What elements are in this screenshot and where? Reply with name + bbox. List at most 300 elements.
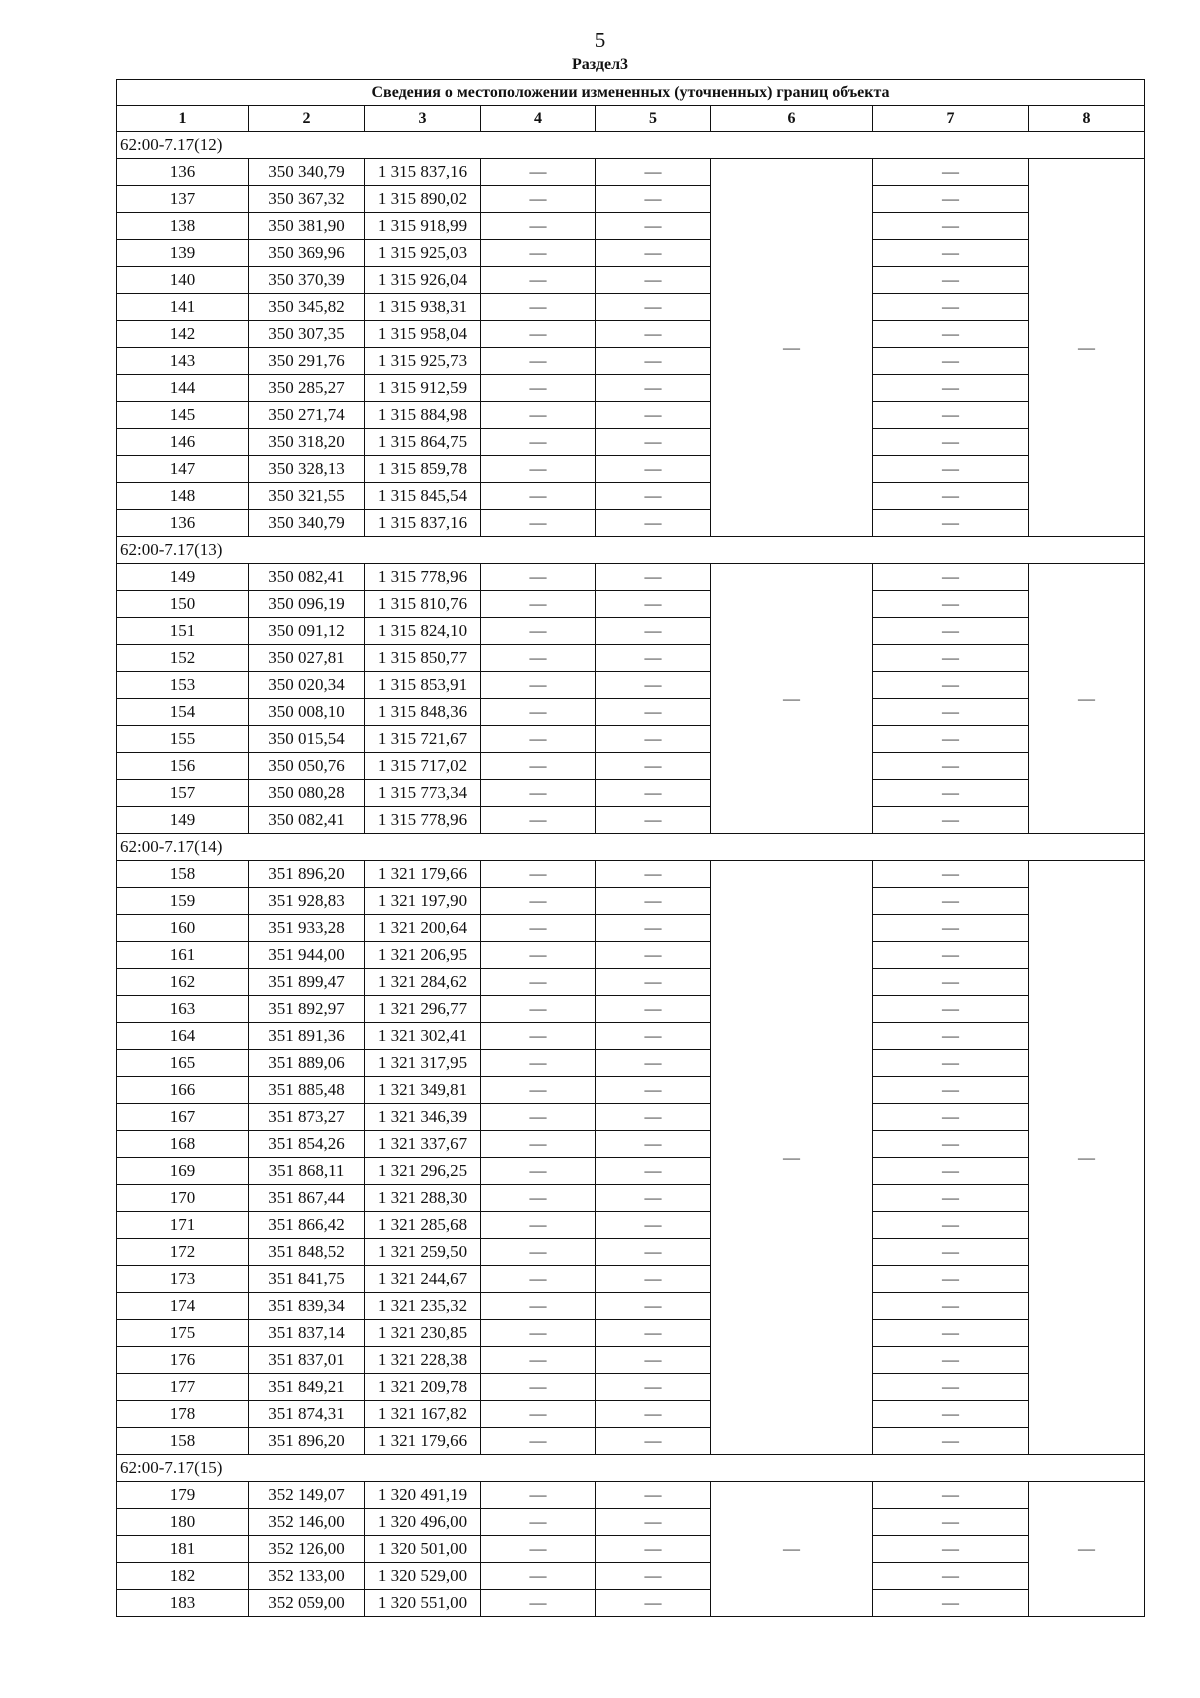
- column-5-cell: —: [596, 564, 711, 591]
- x-coordinate-cell: 351 891,36: [249, 1023, 365, 1050]
- y-coordinate-cell: 1 321 284,62: [365, 969, 481, 996]
- y-coordinate-cell: 1 315 778,96: [365, 807, 481, 834]
- column-5-cell: —: [596, 1104, 711, 1131]
- column-5-cell: —: [596, 510, 711, 537]
- table-row: [117, 1077, 1145, 1104]
- table-row: [117, 807, 1145, 834]
- column-5-cell: —: [596, 861, 711, 888]
- column-4-cell: —: [481, 1482, 596, 1509]
- column-7-cell: —: [873, 591, 1029, 618]
- column-header: 6: [711, 106, 873, 132]
- point-number-cell: 151: [117, 618, 249, 645]
- column-7-cell: —: [873, 780, 1029, 807]
- y-coordinate-cell: 1 315 925,73: [365, 348, 481, 375]
- table-title-row: [117, 80, 1145, 106]
- column-4-cell: —: [481, 1023, 596, 1050]
- column-4-cell: —: [481, 888, 596, 915]
- table-row: [117, 267, 1145, 294]
- table-row: [117, 1347, 1145, 1374]
- column-8-merged-cell: —: [1029, 159, 1145, 537]
- y-coordinate-cell: 1 315 926,04: [365, 267, 481, 294]
- column-5-cell: —: [596, 1293, 711, 1320]
- x-coordinate-cell: 351 896,20: [249, 1428, 365, 1455]
- point-number-cell: 153: [117, 672, 249, 699]
- y-coordinate-cell: 1 321 206,95: [365, 942, 481, 969]
- column-4-cell: —: [481, 1185, 596, 1212]
- column-5-cell: —: [596, 726, 711, 753]
- table-row: [117, 1266, 1145, 1293]
- x-coordinate-cell: 350 328,13: [249, 456, 365, 483]
- x-coordinate-cell: 350 080,28: [249, 780, 365, 807]
- y-coordinate-cell: 1 315 890,02: [365, 186, 481, 213]
- x-coordinate-cell: 350 050,76: [249, 753, 365, 780]
- y-coordinate-cell: 1 321 179,66: [365, 861, 481, 888]
- table-row: [117, 294, 1145, 321]
- column-5-cell: —: [596, 348, 711, 375]
- table-row: [117, 1320, 1145, 1347]
- column-5-cell: —: [596, 1590, 711, 1617]
- column-5-cell: —: [596, 699, 711, 726]
- point-number-cell: 178: [117, 1401, 249, 1428]
- y-coordinate-cell: 1 315 837,16: [365, 510, 481, 537]
- column-5-cell: —: [596, 1023, 711, 1050]
- column-7-cell: —: [873, 186, 1029, 213]
- point-number-cell: 144: [117, 375, 249, 402]
- x-coordinate-cell: 351 874,31: [249, 1401, 365, 1428]
- point-number-cell: 162: [117, 969, 249, 996]
- column-5-cell: —: [596, 402, 711, 429]
- y-coordinate-cell: 1 321 167,82: [365, 1401, 481, 1428]
- column-7-cell: —: [873, 861, 1029, 888]
- column-4-cell: —: [481, 1266, 596, 1293]
- column-4-cell: —: [481, 1536, 596, 1563]
- column-7-cell: —: [873, 1266, 1029, 1293]
- column-4-cell: —: [481, 1347, 596, 1374]
- column-7-cell: —: [873, 1077, 1029, 1104]
- x-coordinate-cell: 350 321,55: [249, 483, 365, 510]
- column-6-merged-cell: —: [711, 861, 873, 1455]
- table-row: [117, 1023, 1145, 1050]
- column-5-cell: —: [596, 591, 711, 618]
- table-row: [117, 1401, 1145, 1428]
- table-row: [117, 1590, 1145, 1617]
- y-coordinate-cell: 1 321 244,67: [365, 1266, 481, 1293]
- point-number-cell: 168: [117, 1131, 249, 1158]
- column-4-cell: —: [481, 267, 596, 294]
- column-7-cell: —: [873, 618, 1029, 645]
- x-coordinate-cell: 351 866,42: [249, 1212, 365, 1239]
- point-number-cell: 143: [117, 348, 249, 375]
- column-5-cell: —: [596, 888, 711, 915]
- column-7-cell: —: [873, 456, 1029, 483]
- y-coordinate-cell: 1 321 302,41: [365, 1023, 481, 1050]
- table-row: [117, 1239, 1145, 1266]
- y-coordinate-cell: 1 315 859,78: [365, 456, 481, 483]
- point-number-cell: 147: [117, 456, 249, 483]
- x-coordinate-cell: 351 885,48: [249, 1077, 365, 1104]
- table-row: [117, 969, 1145, 996]
- y-coordinate-cell: 1 321 179,66: [365, 1428, 481, 1455]
- point-number-cell: 149: [117, 564, 249, 591]
- column-7-cell: —: [873, 240, 1029, 267]
- y-coordinate-cell: 1 315 845,54: [365, 483, 481, 510]
- x-coordinate-cell: 351 944,00: [249, 942, 365, 969]
- column-4-cell: —: [481, 969, 596, 996]
- x-coordinate-cell: 351 868,11: [249, 1158, 365, 1185]
- column-7-cell: —: [873, 1131, 1029, 1158]
- column-4-cell: —: [481, 1563, 596, 1590]
- x-coordinate-cell: 350 340,79: [249, 510, 365, 537]
- column-4-cell: —: [481, 1428, 596, 1455]
- column-8-merged-cell: —: [1029, 564, 1145, 834]
- point-number-cell: 176: [117, 1347, 249, 1374]
- column-4-cell: —: [481, 159, 596, 186]
- x-coordinate-cell: 350 340,79: [249, 159, 365, 186]
- column-header: 4: [481, 106, 596, 132]
- table-row: [117, 726, 1145, 753]
- column-8-merged-cell: —: [1029, 1482, 1145, 1617]
- x-coordinate-cell: 352 133,00: [249, 1563, 365, 1590]
- column-5-cell: —: [596, 1536, 711, 1563]
- y-coordinate-cell: 1 321 296,77: [365, 996, 481, 1023]
- x-coordinate-cell: 351 896,20: [249, 861, 365, 888]
- column-header: 5: [596, 106, 711, 132]
- point-number-cell: 182: [117, 1563, 249, 1590]
- column-7-cell: —: [873, 402, 1029, 429]
- column-4-cell: —: [481, 1158, 596, 1185]
- parcel-group-label: 62:00-7.17(15): [117, 1455, 1145, 1482]
- column-6-merged-cell: —: [711, 159, 873, 537]
- section-title: Раздел3: [571, 56, 629, 73]
- column-4-cell: —: [481, 591, 596, 618]
- point-number-cell: 160: [117, 915, 249, 942]
- table-row: [117, 591, 1145, 618]
- column-4-cell: —: [481, 483, 596, 510]
- point-number-cell: 179: [117, 1482, 249, 1509]
- column-7-cell: —: [873, 1428, 1029, 1455]
- table-row: [117, 456, 1145, 483]
- y-coordinate-cell: 1 315 938,31: [365, 294, 481, 321]
- column-7-cell: —: [873, 1509, 1029, 1536]
- x-coordinate-cell: 352 126,00: [249, 1536, 365, 1563]
- column-5-cell: —: [596, 213, 711, 240]
- point-number-cell: 180: [117, 1509, 249, 1536]
- table-row: [117, 1374, 1145, 1401]
- point-number-cell: 148: [117, 483, 249, 510]
- table-row: [117, 780, 1145, 807]
- parcel-group-row: [117, 132, 1145, 159]
- point-number-cell: 158: [117, 861, 249, 888]
- column-5-cell: —: [596, 1212, 711, 1239]
- y-coordinate-cell: 1 320 501,00: [365, 1536, 481, 1563]
- point-number-cell: 164: [117, 1023, 249, 1050]
- table-row: [117, 159, 1145, 186]
- column-5-cell: —: [596, 672, 711, 699]
- column-4-cell: —: [481, 1050, 596, 1077]
- point-number-cell: 139: [117, 240, 249, 267]
- column-4-cell: —: [481, 1077, 596, 1104]
- column-header: 7: [873, 106, 1029, 132]
- column-7-cell: —: [873, 510, 1029, 537]
- column-7-cell: —: [873, 645, 1029, 672]
- y-coordinate-cell: 1 321 200,64: [365, 915, 481, 942]
- point-number-cell: 136: [117, 159, 249, 186]
- point-number-cell: 150: [117, 591, 249, 618]
- column-7-cell: —: [873, 1482, 1029, 1509]
- parcel-group-label: 62:00-7.17(14): [117, 834, 1145, 861]
- column-5-cell: —: [596, 618, 711, 645]
- column-6-merged-cell: —: [711, 564, 873, 834]
- point-number-cell: 175: [117, 1320, 249, 1347]
- table-row: [117, 888, 1145, 915]
- column-4-cell: —: [481, 402, 596, 429]
- x-coordinate-cell: 351 867,44: [249, 1185, 365, 1212]
- column-5-cell: —: [596, 1563, 711, 1590]
- column-5-cell: —: [596, 294, 711, 321]
- y-coordinate-cell: 1 321 337,67: [365, 1131, 481, 1158]
- y-coordinate-cell: 1 321 228,38: [365, 1347, 481, 1374]
- x-coordinate-cell: 351 848,52: [249, 1239, 365, 1266]
- column-5-cell: —: [596, 1266, 711, 1293]
- column-7-cell: —: [873, 1158, 1029, 1185]
- y-coordinate-cell: 1 315 837,16: [365, 159, 481, 186]
- column-7-cell: —: [873, 375, 1029, 402]
- column-4-cell: —: [481, 1212, 596, 1239]
- x-coordinate-cell: 352 059,00: [249, 1590, 365, 1617]
- table-row: [117, 753, 1145, 780]
- column-header: 3: [365, 106, 481, 132]
- column-5-cell: —: [596, 1509, 711, 1536]
- column-5-cell: —: [596, 1131, 711, 1158]
- column-5-cell: —: [596, 1050, 711, 1077]
- point-number-cell: 183: [117, 1590, 249, 1617]
- y-coordinate-cell: 1 315 912,59: [365, 375, 481, 402]
- y-coordinate-cell: 1 320 496,00: [365, 1509, 481, 1536]
- y-coordinate-cell: 1 315 884,98: [365, 402, 481, 429]
- x-coordinate-cell: 350 307,35: [249, 321, 365, 348]
- y-coordinate-cell: 1 321 346,39: [365, 1104, 481, 1131]
- column-7-cell: —: [873, 1185, 1029, 1212]
- column-7-cell: —: [873, 564, 1029, 591]
- table-row: [117, 213, 1145, 240]
- column-7-cell: —: [873, 969, 1029, 996]
- column-7-cell: —: [873, 726, 1029, 753]
- parcel-group-row: [117, 834, 1145, 861]
- column-7-cell: —: [873, 1023, 1029, 1050]
- table-row: [117, 375, 1145, 402]
- y-coordinate-cell: 1 315 773,34: [365, 780, 481, 807]
- column-7-cell: —: [873, 807, 1029, 834]
- column-5-cell: —: [596, 969, 711, 996]
- column-number-row: [117, 106, 1145, 132]
- point-number-cell: 155: [117, 726, 249, 753]
- column-4-cell: —: [481, 996, 596, 1023]
- point-number-cell: 170: [117, 1185, 249, 1212]
- column-4-cell: —: [481, 1104, 596, 1131]
- x-coordinate-cell: 351 849,21: [249, 1374, 365, 1401]
- x-coordinate-cell: 350 015,54: [249, 726, 365, 753]
- table-row: [117, 1482, 1145, 1509]
- column-4-cell: —: [481, 807, 596, 834]
- x-coordinate-cell: 351 899,47: [249, 969, 365, 996]
- column-header: 2: [249, 106, 365, 132]
- point-number-cell: 177: [117, 1374, 249, 1401]
- column-4-cell: —: [481, 618, 596, 645]
- x-coordinate-cell: 350 318,20: [249, 429, 365, 456]
- y-coordinate-cell: 1 320 491,19: [365, 1482, 481, 1509]
- table-row: [117, 645, 1145, 672]
- column-5-cell: —: [596, 1401, 711, 1428]
- column-5-cell: —: [596, 456, 711, 483]
- column-4-cell: —: [481, 348, 596, 375]
- x-coordinate-cell: 350 370,39: [249, 267, 365, 294]
- table-row: [117, 510, 1145, 537]
- table-row: [117, 942, 1145, 969]
- table-row: [117, 186, 1145, 213]
- column-7-cell: —: [873, 1536, 1029, 1563]
- point-number-cell: 165: [117, 1050, 249, 1077]
- table-row: [117, 618, 1145, 645]
- y-coordinate-cell: 1 321 230,85: [365, 1320, 481, 1347]
- x-coordinate-cell: 352 146,00: [249, 1509, 365, 1536]
- column-4-cell: —: [481, 726, 596, 753]
- x-coordinate-cell: 351 889,06: [249, 1050, 365, 1077]
- x-coordinate-cell: 351 928,83: [249, 888, 365, 915]
- column-4-cell: —: [481, 1509, 596, 1536]
- column-4-cell: —: [481, 321, 596, 348]
- column-4-cell: —: [481, 1293, 596, 1320]
- column-5-cell: —: [596, 1158, 711, 1185]
- column-7-cell: —: [873, 1563, 1029, 1590]
- column-7-cell: —: [873, 294, 1029, 321]
- column-7-cell: —: [873, 996, 1029, 1023]
- column-4-cell: —: [481, 510, 596, 537]
- column-7-cell: —: [873, 483, 1029, 510]
- x-coordinate-cell: 350 027,81: [249, 645, 365, 672]
- y-coordinate-cell: 1 315 824,10: [365, 618, 481, 645]
- point-number-cell: 169: [117, 1158, 249, 1185]
- column-5-cell: —: [596, 1347, 711, 1374]
- y-coordinate-cell: 1 321 209,78: [365, 1374, 481, 1401]
- column-4-cell: —: [481, 1590, 596, 1617]
- column-7-cell: —: [873, 1239, 1029, 1266]
- page-number: 5: [594, 28, 606, 52]
- point-number-cell: 161: [117, 942, 249, 969]
- y-coordinate-cell: 1 315 864,75: [365, 429, 481, 456]
- table-row: [117, 1185, 1145, 1212]
- y-coordinate-cell: 1 321 296,25: [365, 1158, 481, 1185]
- point-number-cell: 156: [117, 753, 249, 780]
- x-coordinate-cell: 350 020,34: [249, 672, 365, 699]
- y-coordinate-cell: 1 315 925,03: [365, 240, 481, 267]
- column-8-merged-cell: —: [1029, 861, 1145, 1455]
- column-5-cell: —: [596, 375, 711, 402]
- x-coordinate-cell: 351 892,97: [249, 996, 365, 1023]
- y-coordinate-cell: 1 315 853,91: [365, 672, 481, 699]
- x-coordinate-cell: 351 854,26: [249, 1131, 365, 1158]
- column-7-cell: —: [873, 1104, 1029, 1131]
- table-row: [117, 1428, 1145, 1455]
- y-coordinate-cell: 1 315 850,77: [365, 645, 481, 672]
- column-5-cell: —: [596, 1482, 711, 1509]
- column-7-cell: —: [873, 429, 1029, 456]
- x-coordinate-cell: 350 285,27: [249, 375, 365, 402]
- point-number-cell: 149: [117, 807, 249, 834]
- point-number-cell: 181: [117, 1536, 249, 1563]
- column-5-cell: —: [596, 1077, 711, 1104]
- y-coordinate-cell: 1 320 529,00: [365, 1563, 481, 1590]
- point-number-cell: 140: [117, 267, 249, 294]
- column-5-cell: —: [596, 1320, 711, 1347]
- y-coordinate-cell: 1 321 349,81: [365, 1077, 481, 1104]
- point-number-cell: 141: [117, 294, 249, 321]
- column-7-cell: —: [873, 348, 1029, 375]
- parcel-group-row: [117, 537, 1145, 564]
- column-4-cell: —: [481, 672, 596, 699]
- column-4-cell: —: [481, 645, 596, 672]
- x-coordinate-cell: 350 367,32: [249, 186, 365, 213]
- column-5-cell: —: [596, 915, 711, 942]
- column-7-cell: —: [873, 267, 1029, 294]
- x-coordinate-cell: 350 291,76: [249, 348, 365, 375]
- table-row: [117, 1509, 1145, 1536]
- column-4-cell: —: [481, 294, 596, 321]
- point-number-cell: 172: [117, 1239, 249, 1266]
- x-coordinate-cell: 350 271,74: [249, 402, 365, 429]
- point-number-cell: 145: [117, 402, 249, 429]
- column-4-cell: —: [481, 456, 596, 483]
- column-header: 1: [117, 106, 249, 132]
- x-coordinate-cell: 351 873,27: [249, 1104, 365, 1131]
- x-coordinate-cell: 350 096,19: [249, 591, 365, 618]
- point-number-cell: 174: [117, 1293, 249, 1320]
- point-number-cell: 146: [117, 429, 249, 456]
- x-coordinate-cell: 350 381,90: [249, 213, 365, 240]
- column-4-cell: —: [481, 1239, 596, 1266]
- y-coordinate-cell: 1 321 288,30: [365, 1185, 481, 1212]
- column-5-cell: —: [596, 1185, 711, 1212]
- column-7-cell: —: [873, 1320, 1029, 1347]
- table-row: [117, 915, 1145, 942]
- parcel-group-label: 62:00-7.17(12): [117, 132, 1145, 159]
- column-7-cell: —: [873, 159, 1029, 186]
- x-coordinate-cell: 350 345,82: [249, 294, 365, 321]
- x-coordinate-cell: 350 091,12: [249, 618, 365, 645]
- column-5-cell: —: [596, 159, 711, 186]
- table-row: [117, 1212, 1145, 1239]
- column-4-cell: —: [481, 1401, 596, 1428]
- column-5-cell: —: [596, 429, 711, 456]
- x-coordinate-cell: 351 837,14: [249, 1320, 365, 1347]
- y-coordinate-cell: 1 321 285,68: [365, 1212, 481, 1239]
- table-row: [117, 672, 1145, 699]
- column-4-cell: —: [481, 1374, 596, 1401]
- column-4-cell: —: [481, 861, 596, 888]
- point-number-cell: 171: [117, 1212, 249, 1239]
- column-5-cell: —: [596, 942, 711, 969]
- column-4-cell: —: [481, 753, 596, 780]
- point-number-cell: 157: [117, 780, 249, 807]
- column-4-cell: —: [481, 240, 596, 267]
- point-number-cell: 154: [117, 699, 249, 726]
- y-coordinate-cell: 1 320 551,00: [365, 1590, 481, 1617]
- table-title: Сведения о местоположении измененных (уточненных) границ объекта: [117, 80, 1145, 106]
- table-row: [117, 483, 1145, 510]
- column-7-cell: —: [873, 699, 1029, 726]
- table-row: [117, 348, 1145, 375]
- x-coordinate-cell: 350 369,96: [249, 240, 365, 267]
- y-coordinate-cell: 1 315 958,04: [365, 321, 481, 348]
